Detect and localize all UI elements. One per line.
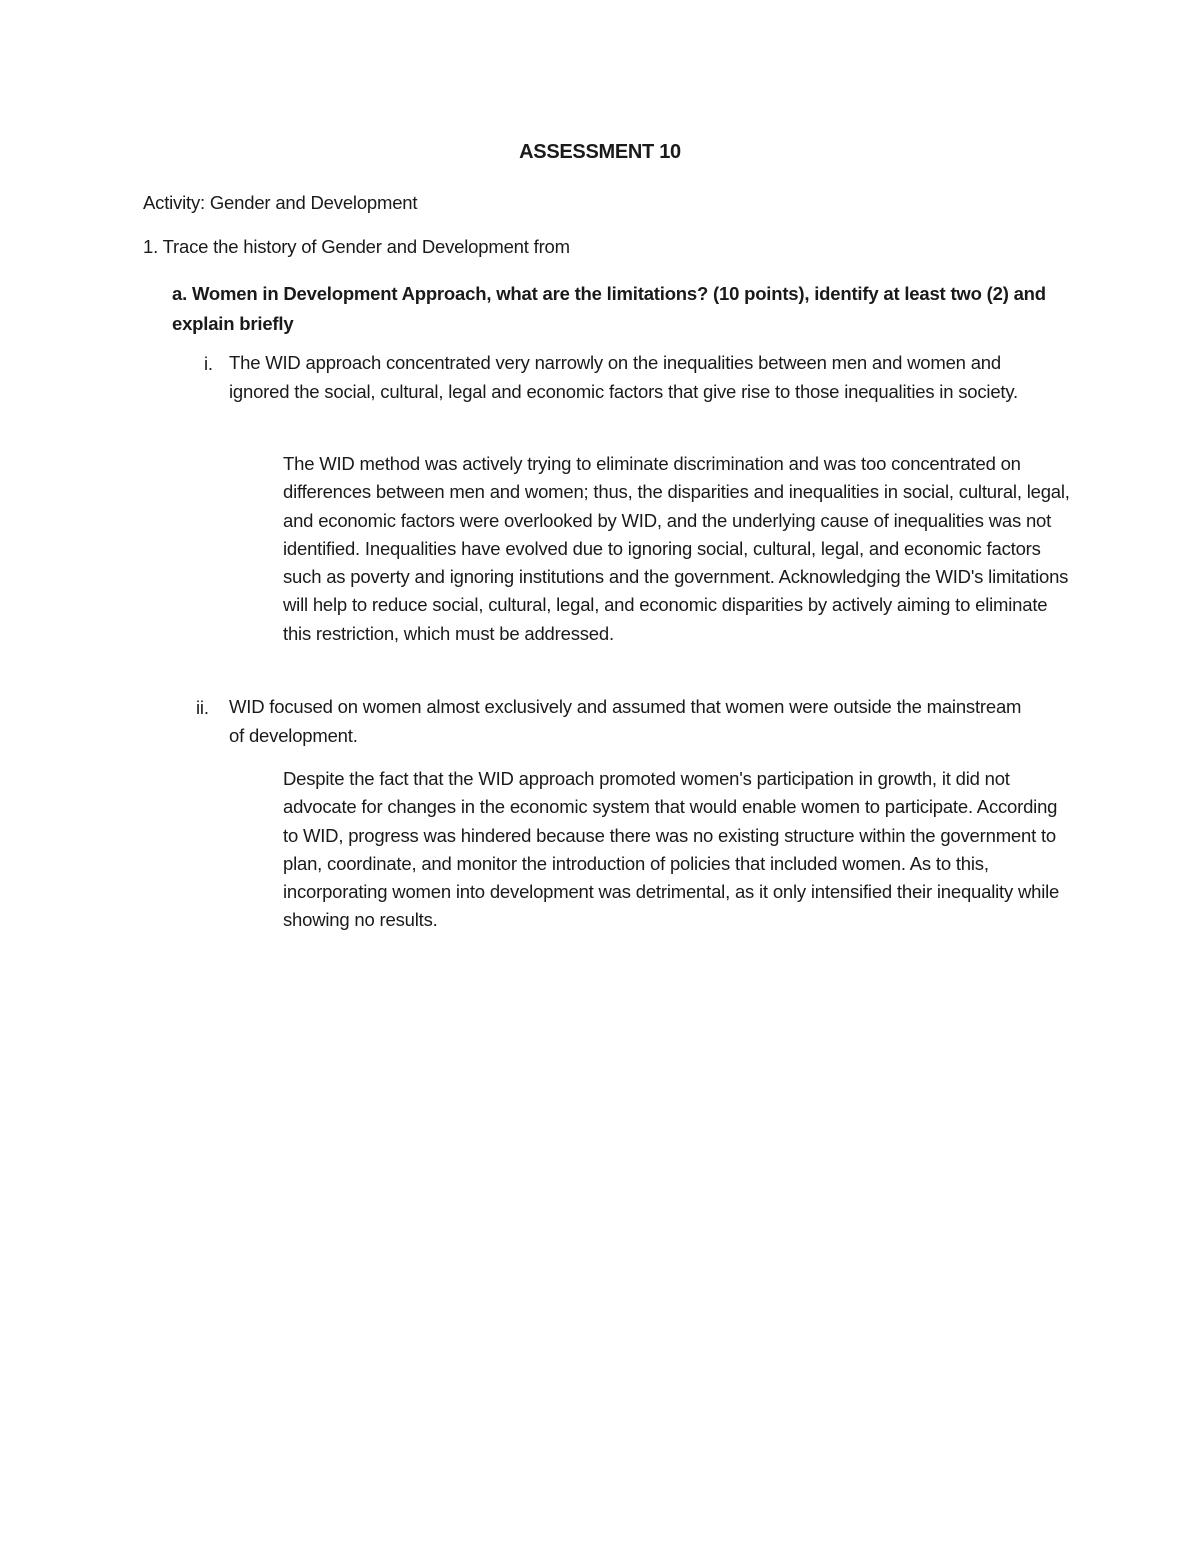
activity-line: Activity: Gender and Development	[143, 192, 418, 213]
item-answer: Despite the fact that the WID approach promoted women's participation in growth, it did not advocate for changes in the economic system that would enable women to participate. According to WID, progress was hindered because there was no existing structure within the government to plan, coordinate, and monitor the introduction of policies that included women. As to this, incorporating women into development was detrimental, as it only intensified their inequality while showing no results.	[283, 768, 1060, 931]
item-marker: i.	[204, 353, 213, 374]
item-marker: ii.	[196, 697, 209, 718]
subquestion-a: a. Women in Development Approach, what are the limitations? (10 points), identify at least two (2) and explain briefly	[172, 283, 1046, 334]
item-text: WID focused on women almost exclusively and assumed that women were outside the mainstream of development.	[229, 696, 1022, 746]
item-answer: The WID method was actively trying to eliminate discrimination and was too concentrated on differences between men and women; thus, the disparities and inequalities in social, cultural, legal, and economic factors were overlooked by WID, and the underlying cause of inequalities was not identified. Inequalities have evolved due to ignoring social, cultural, legal, and economic factors such as poverty and ignoring institutions and the government. Acknowledging the WID's limitations will help to reduce social, cultural, legal, and economic disparities by actively aiming to eliminate this restriction, which must be addressed.	[283, 453, 1070, 644]
question-1: 1. Trace the history of Gender and Development from	[143, 236, 570, 257]
page-title: ASSESSMENT 10	[519, 141, 681, 163]
item-text: The WID approach concentrated very narrowly on the inequalities between men and women and ignored the social, cultural, legal and economic factors that give rise to those inequalities in society.	[229, 352, 1018, 402]
